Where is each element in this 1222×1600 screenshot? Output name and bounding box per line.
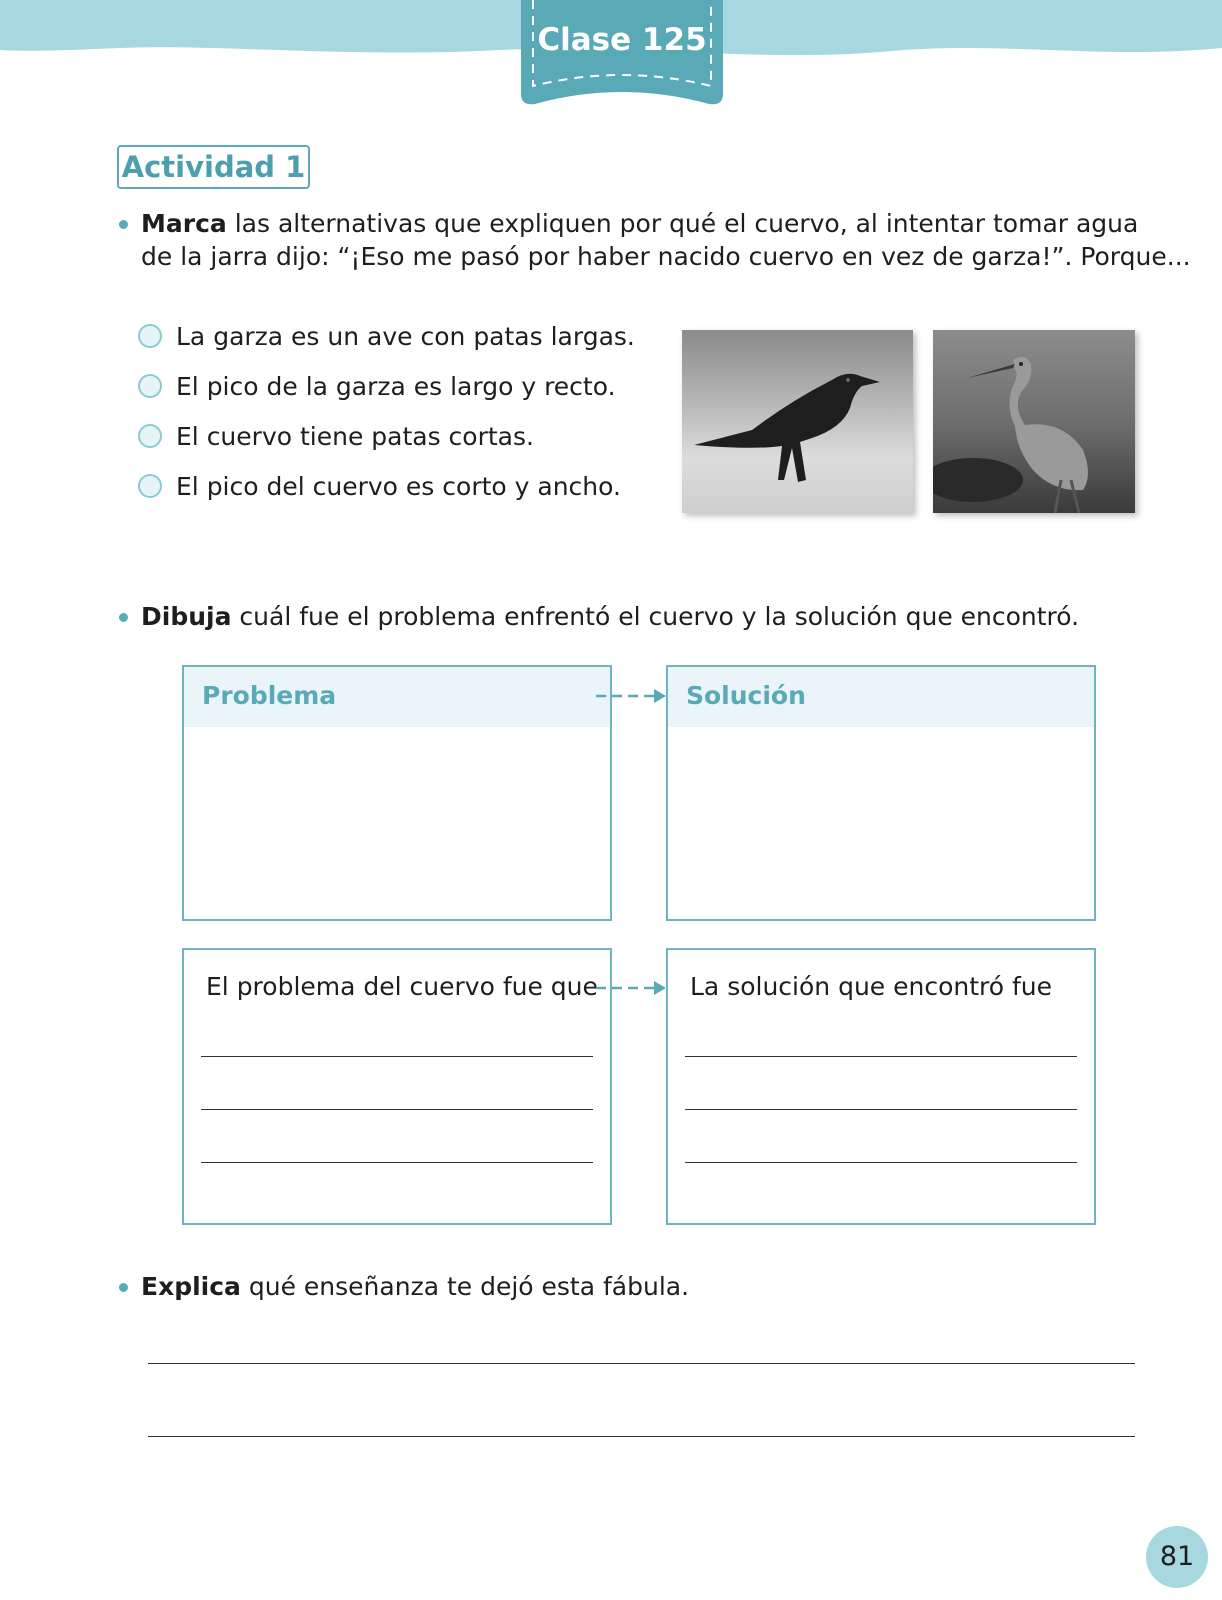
option-label: El pico de la garza es largo y recto. (176, 372, 616, 401)
problem-writing-box[interactable] (182, 948, 612, 1225)
write-line[interactable] (201, 1109, 593, 1110)
instruction-verb: Dibuja (141, 602, 232, 631)
problem-title: Problema (202, 681, 337, 710)
bullet-icon (119, 220, 128, 229)
instruction-text: las alternativas que expliquen por qué el cuervo, al intentar tomar agua (226, 209, 1139, 238)
instruction-text: cuál fue el problema enfrentó el cuervo y la solución que encontró. (231, 602, 1080, 631)
option-label: El pico del cuervo es corto y ancho. (176, 472, 621, 501)
bullet-icon (119, 1283, 128, 1292)
write-line[interactable] (201, 1056, 593, 1057)
question-2-instruction (141, 600, 1079, 633)
activity-title: Actividad 1 (117, 145, 310, 189)
answer-line[interactable] (148, 1436, 1135, 1437)
radio-button[interactable] (138, 374, 162, 398)
dashed-arrow-icon (596, 686, 668, 706)
bullet-icon (119, 613, 128, 622)
write-line[interactable] (685, 1162, 1077, 1163)
heron-photo (933, 330, 1135, 513)
answer-line[interactable] (148, 1363, 1135, 1364)
option-label: El cuervo tiene patas cortas. (176, 422, 534, 451)
page-number: 81 (1146, 1526, 1208, 1588)
question-1-instruction (141, 207, 1191, 273)
instruction-verb: Marca (141, 209, 227, 238)
radio-button[interactable] (138, 424, 162, 448)
write-line[interactable] (685, 1056, 1077, 1057)
solution-writing-box[interactable] (666, 948, 1096, 1225)
problem-prompt: El problema del cuervo fue que (206, 972, 598, 1001)
radio-button[interactable] (138, 474, 162, 498)
write-line[interactable] (685, 1109, 1077, 1110)
solution-prompt: La solución que encontró fue (690, 972, 1053, 1001)
solution-title: Solución (686, 681, 806, 710)
problem-drawing-box[interactable] (182, 665, 612, 921)
instruction-verb: Explica (141, 1272, 241, 1301)
option-label: La garza es un ave con patas largas. (176, 322, 635, 351)
instruction-text: qué enseñanza te dejó esta fábula. (240, 1272, 690, 1301)
instruction-text-line-2: de la jarra dijo: “¡Eso me pasó por haber nacido cuervo en vez de garza!”. Porque... (141, 242, 1191, 271)
solution-drawing-box[interactable] (666, 665, 1096, 921)
question-3-instruction (141, 1270, 689, 1303)
class-title: Clase 125 (537, 22, 707, 58)
crow-photo (682, 330, 913, 513)
write-line[interactable] (201, 1162, 593, 1163)
radio-button[interactable] (138, 324, 162, 348)
dashed-arrow-icon (596, 978, 668, 998)
